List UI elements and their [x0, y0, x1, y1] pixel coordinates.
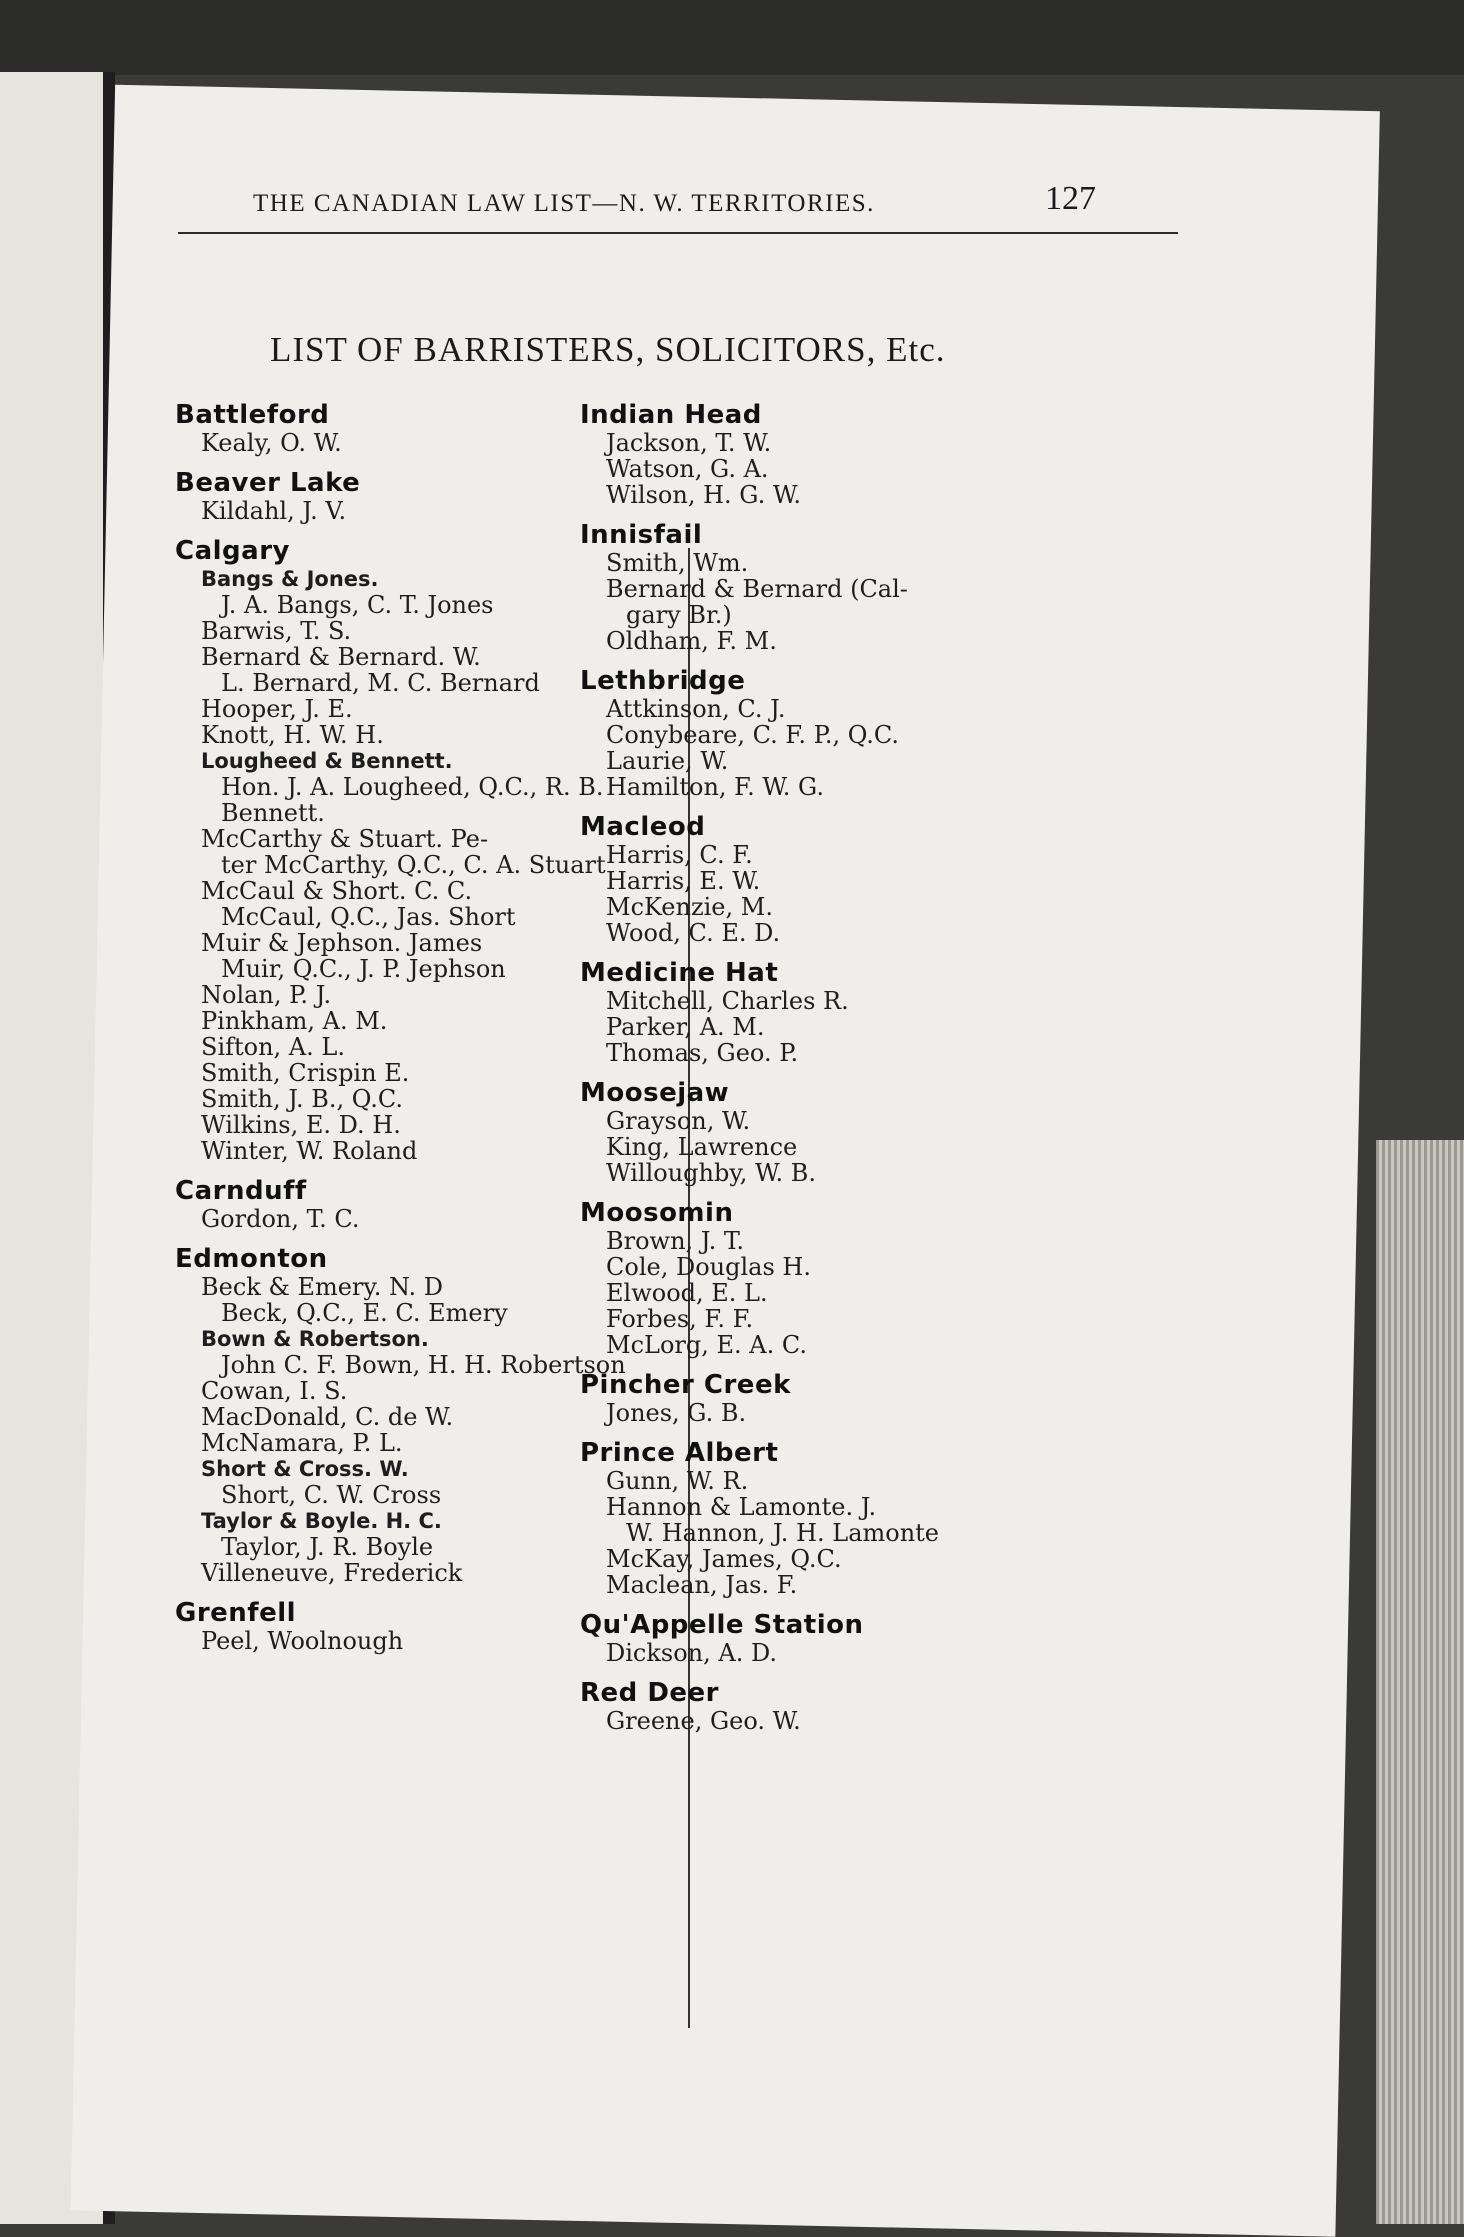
entry-continuation: Muir, Q.C., J. P. Jephson: [221, 955, 506, 983]
lawyer-entry: Brown, J. T.: [606, 1227, 744, 1255]
lawyer-entry: Kealy, O. W.: [201, 429, 342, 457]
page-stack-edge: [1376, 1140, 1464, 2224]
lawyer-entry: Peel, Woolnough: [201, 1627, 404, 1655]
lawyer-entry: Gordon, T. C.: [201, 1205, 360, 1233]
lawyer-entry: Laurie, W.: [606, 747, 729, 775]
town-heading: Calgary: [175, 536, 290, 566]
town-heading: Indian Head: [580, 400, 762, 430]
town-heading: Red Deer: [580, 1678, 719, 1708]
entry-continuation: John C. F. Bown, H. H. Robertson: [221, 1351, 626, 1379]
lawyer-entry: Oldham, F. M.: [606, 627, 777, 655]
entry-continuation: Taylor, J. R. Boyle: [221, 1533, 434, 1561]
page-number: 127: [1045, 180, 1096, 217]
town-heading: Edmonton: [175, 1244, 328, 1274]
lawyer-entry: Harris, C. F.: [606, 841, 753, 869]
lawyer-entry: Bernard & Bernard (Cal-: [606, 575, 908, 603]
scan-top-shadow: [0, 0, 1464, 75]
list-title: LIST OF BARRISTERS, SOLICITORS, Etc.: [270, 330, 946, 369]
entry-continuation: Hon. J. A. Lougheed, Q.C., R. B. Bennett.: [221, 773, 604, 827]
lawyer-entry: Jackson, T. W.: [606, 429, 772, 457]
firm-entry: Short & Cross. W.: [201, 1457, 409, 1481]
lawyer-entry: Barwis, T. S.: [201, 617, 352, 645]
firm-entry: Bangs & Jones.: [201, 567, 379, 591]
town-heading: Moosomin: [580, 1198, 734, 1228]
lawyer-entry: Cowan, I. S.: [201, 1377, 348, 1405]
lawyer-entry: Grayson, W.: [606, 1107, 751, 1135]
lawyer-entry: Wood, C. E. D.: [606, 919, 781, 947]
lawyer-entry: Harris, E. W.: [606, 867, 761, 895]
lawyer-entry: Willoughby, W. B.: [606, 1159, 816, 1187]
lawyer-entry: Winter, W. Roland: [201, 1137, 418, 1165]
entry-continuation: J. A. Bangs, C. T. Jones: [221, 591, 494, 619]
lawyer-entry: Villeneuve, Frederick: [201, 1559, 463, 1587]
left-column: [175, 400, 645, 1654]
entry-continuation: W. Hannon, J. H. Lamonte: [626, 1519, 940, 1547]
lawyer-entry: Attkinson, C. J.: [606, 695, 786, 723]
lawyer-entry: Sifton, A. L.: [201, 1033, 345, 1061]
lawyer-entry: Hannon & Lamonte. J.: [606, 1493, 877, 1521]
town-heading: Moosejaw: [580, 1078, 730, 1108]
lawyer-entry: Mitchell, Charles R.: [606, 987, 849, 1015]
right-column: [580, 400, 1050, 1734]
entry-continuation: McCaul, Q.C., Jas. Short: [221, 903, 516, 931]
town-heading: Medicine Hat: [580, 958, 779, 988]
town-heading: Battleford: [175, 400, 330, 430]
lawyer-entry: King, Lawrence: [606, 1133, 798, 1161]
lawyer-entry: Smith, Wm.: [606, 549, 749, 577]
lawyer-entry: Smith, Crispin E.: [201, 1059, 410, 1087]
lawyer-entry: Hooper, J. E.: [201, 695, 353, 723]
lawyer-entry: McLorg, E. A. C.: [606, 1331, 807, 1359]
town-heading: Macleod: [580, 812, 706, 842]
lawyer-entry: McKenzie, M.: [606, 893, 773, 921]
lawyer-entry: Greene, Geo. W.: [606, 1707, 801, 1735]
firm-entry: Taylor & Boyle. H. C.: [201, 1509, 442, 1533]
lawyer-entry: Dickson, A. D.: [606, 1639, 777, 1667]
lawyer-entry: Cole, Douglas H.: [606, 1253, 811, 1281]
lawyer-entry: Watson, G. A.: [606, 455, 769, 483]
lawyer-entry: Wilkins, E. D. H.: [201, 1111, 401, 1139]
lawyer-entry: McCarthy & Stuart. Pe-: [201, 825, 489, 853]
lawyer-entry: Hamilton, F. W. G.: [606, 773, 825, 801]
town-heading: Carnduff: [175, 1176, 307, 1206]
lawyer-entry: Pinkham, A. M.: [201, 1007, 388, 1035]
firm-entry: Bown & Robertson.: [201, 1327, 429, 1351]
lawyer-entry: McKay, James, Q.C.: [606, 1545, 842, 1573]
town-heading: Prince Albert: [580, 1438, 779, 1468]
entry-continuation: L. Bernard, M. C. Bernard: [221, 669, 540, 697]
town-heading: Innisfail: [580, 520, 703, 550]
lawyer-entry: Kildahl, J. V.: [201, 497, 347, 525]
lawyer-entry: McCaul & Short. C. C.: [201, 877, 473, 905]
town-heading: Qu'Appelle Station: [580, 1610, 864, 1640]
running-head: THE CANADIAN LAW LIST—N. W. TERRITORIES.: [253, 190, 875, 217]
entry-continuation: ter McCarthy, Q.C., C. A. Stuart: [221, 851, 606, 879]
lawyer-entry: Nolan, P. J.: [201, 981, 332, 1009]
lawyer-entry: Smith, J. B., Q.C.: [201, 1085, 404, 1113]
lawyer-entry: MacDonald, C. de W.: [201, 1403, 454, 1431]
lawyer-entry: Forbes, F. F.: [606, 1305, 754, 1333]
entry-continuation: gary Br.): [626, 601, 732, 629]
lawyer-entry: Thomas, Geo. P.: [606, 1039, 799, 1067]
lawyer-entry: Jones, G. B.: [606, 1399, 747, 1427]
lawyer-entry: Beck & Emery. N. D: [201, 1273, 443, 1301]
lawyer-entry: Bernard & Bernard. W.: [201, 643, 481, 671]
firm-entry: Lougheed & Bennett.: [201, 749, 453, 773]
entry-continuation: Short, C. W. Cross: [221, 1481, 442, 1509]
lawyer-entry: Maclean, Jas. F.: [606, 1571, 798, 1599]
lawyer-entry: Elwood, E. L.: [606, 1279, 768, 1307]
lawyer-entry: Gunn, W. R.: [606, 1467, 749, 1495]
town-heading: Beaver Lake: [175, 468, 361, 498]
town-heading: Grenfell: [175, 1598, 297, 1628]
lawyer-entry: Parker, A. M.: [606, 1013, 765, 1041]
entry-continuation: Beck, Q.C., E. C. Emery: [221, 1299, 508, 1327]
town-heading: Lethbridge: [580, 666, 746, 696]
lawyer-entry: Muir & Jephson. James: [201, 929, 483, 957]
lawyer-entry: Conybeare, C. F. P., Q.C.: [606, 721, 899, 749]
header-rule: [178, 232, 1178, 234]
lawyer-entry: Knott, H. W. H.: [201, 721, 384, 749]
lawyer-entry: Wilson, H. G. W.: [606, 481, 801, 509]
lawyer-entry: McNamara, P. L.: [201, 1429, 403, 1457]
town-heading: Pincher Creek: [580, 1370, 791, 1400]
